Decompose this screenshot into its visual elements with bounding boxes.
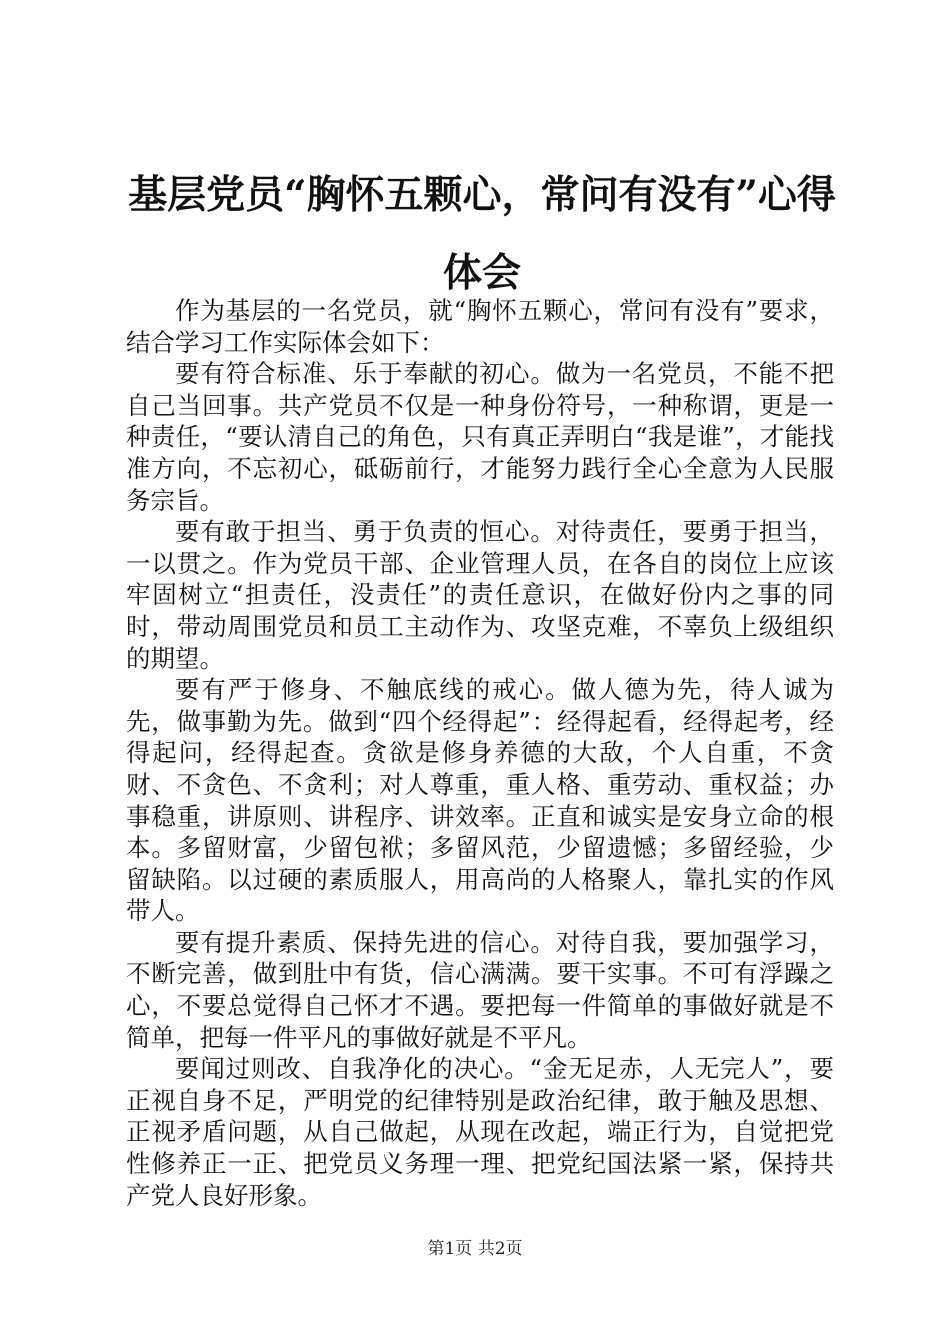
paragraph-confidence: 要有提升素质、保持先进的信心。对待自我，要加强学习，不断完善，做到肚中有货，信心满满。要干实事。不可有浮躁之心，不要总觉得自己怀才不遇。要把每一件简单的事做好就是不简单，把每一件平凡的事做好就是不平凡。 xyxy=(126,927,834,1052)
page-number-footer: 第1页 共2页 xyxy=(427,1239,523,1259)
paragraph-original-aspiration: 要有符合标准、乐于奉献的初心。做为一名党员，不能不把自己当回事。共产党员不仅是一种身份符号，一种称谓，更是一种责任，“要认清自己的角色，只有真正弄明白“我是谁”，才能找准方向，不忘初心，砥砺前行，才能努力践行全心全意为人民服务宗旨。 xyxy=(126,359,834,515)
paragraph-perseverance: 要有敢于担当、勇于负责的恒心。对待责任，要勇于担当，一以贯之。作为党员干部、企业管理人员，在各自的岗位上应该牢固树立“担责任，没责任”的责任意识，在做好份内之事的同时，带动周围党员和员工主动作为、攻坚克难，不辜负上级组织的期望。 xyxy=(126,517,834,673)
paragraph-determination: 要闻过则改、自我净化的决心。“金无足赤，人无完人”，要正视自身不足，严明党的纪律特别是政治纪律，敢于触及思想、正视矛盾问题，从自己做起，从现在改起，端正行为，自觉把党性修养正一正、把党员义务理一理、把党纪国法紧一紧，保持共产党人良好形象。 xyxy=(126,1054,834,1210)
paragraph-intro: 作为基层的一名党员，就“胸怀五颗心，常问有没有”要求，结合学习工作实际体会如下： xyxy=(126,296,834,357)
document-title: 基层党员“胸怀五颗心，常问有没有”心得体会 xyxy=(128,172,836,296)
paragraph-vigilance: 要有严于修身、不触底线的戒心。做人德为先，待人诚为先，做事勤为先。做到“四个经得起”：经得起看，经得起考，经得起问，经得起查。贪欲是修身养德的大敌，个人自重，不贪财、不贪色、不贪利；对人尊重，重人格、重劳动、重权益；办事稳重，讲原则、讲程序、讲效率。正直和诚实是安身立命的根本。多留财富，少留包袱；多留风范，少留遗憾；多留经验，少留缺陷。以过硬的素质服人，用高尚的人格聚人，靠扎实的作风带人。 xyxy=(126,675,834,926)
document-body xyxy=(126,295,834,1211)
